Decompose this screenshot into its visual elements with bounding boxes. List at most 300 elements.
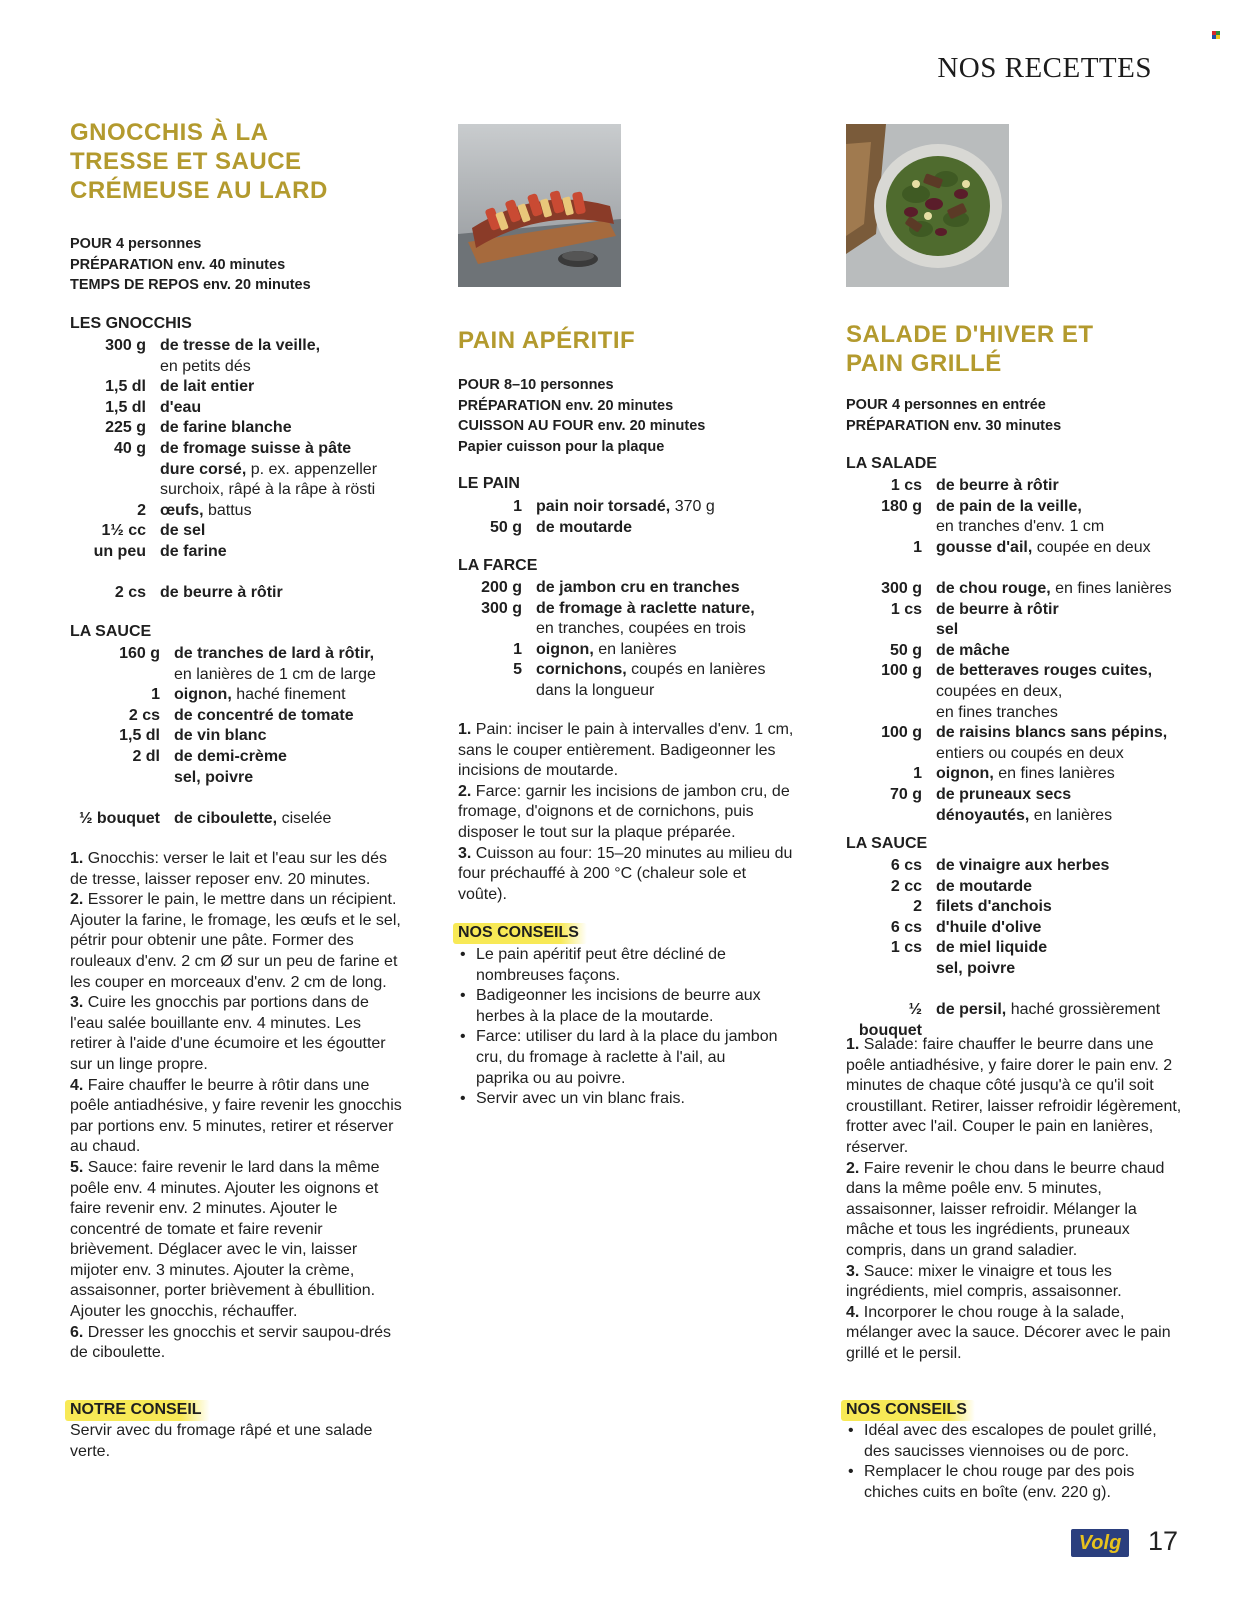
ingredient-qty: 50 g (889, 641, 922, 659)
ingredient-note: haché grossièrement (1006, 1001, 1161, 1019)
ingredient-qty: 1 (913, 765, 922, 783)
ingredient-qty (70, 480, 160, 501)
ingredient-row (70, 706, 410, 727)
ingredient-list-sauce (846, 856, 1196, 1041)
meta-label: PRÉPARATION (70, 256, 174, 273)
ingredient-name: de concentré de tomate (174, 706, 354, 724)
ingredient-qty: 2 cc (890, 877, 922, 895)
spacer (846, 558, 1196, 579)
meta-label: POUR (458, 377, 500, 393)
ingredient-desc (936, 959, 1196, 980)
ingredient-qty: 6 cs (890, 857, 922, 874)
meta-label: POUR (70, 236, 112, 252)
meta-line (846, 416, 1061, 437)
ingredient-row (458, 660, 803, 681)
tip-item (458, 945, 778, 986)
section-heading-sauce: LA SAUCE (70, 623, 152, 640)
step (70, 1323, 405, 1364)
meta-line (458, 396, 705, 417)
ingredient-qty: 1½ cc (101, 522, 146, 540)
ingredient-name: filets d'anchois (936, 898, 1052, 916)
bullet-icon: • (848, 1463, 854, 1481)
ingredient-name: de miel liquide (936, 939, 1048, 957)
ingredient-desc (936, 579, 1196, 600)
recipe-steps (70, 849, 405, 1364)
ingredient-row (458, 578, 803, 599)
ingredient-note: en lanières (1029, 806, 1113, 824)
ingredient-name: de demi-crème (174, 747, 287, 765)
ingredient-name: œufs, (160, 501, 204, 519)
ingredient-note: coupée en deux (1032, 538, 1151, 556)
meta-line (70, 275, 311, 296)
ingredient-name: de ciboulette, (174, 809, 278, 827)
ingredient-qty (458, 619, 536, 640)
ingredient-qty: 1 cs (890, 939, 922, 957)
tip-text: Badigeonner les incisions de beurre aux herbes à la place de la moutarde. (476, 987, 761, 1025)
section-title: NOS RECETTES (937, 52, 1152, 84)
ingredient-row (458, 619, 803, 640)
step-number: 4. (846, 1303, 860, 1321)
ingredient-name: oignon, (936, 765, 994, 783)
ingredient-qty (846, 703, 936, 724)
ingredient-desc (536, 599, 803, 620)
ingredient-row (846, 806, 1196, 827)
ingredient-note: 370 g (670, 498, 715, 515)
ingredient-name: de pain de la veille, (936, 497, 1082, 515)
ingredient-row (70, 336, 410, 357)
bullet-icon: • (460, 1028, 466, 1046)
ingredient-desc (536, 681, 803, 702)
ingredient-qty: 2 cs (128, 706, 160, 724)
ingredient-row (846, 877, 1196, 898)
ingredient-desc (536, 518, 803, 539)
ingredient-note: en petits dés (160, 357, 251, 375)
step-text: Farce: garnir les incisions de jambon cru, de fromage, d'oignons et de cornichons, puis disposer le tout sur la plaque préparée. (458, 782, 790, 841)
meta-value: env. 40 minutes (177, 256, 286, 273)
step-number: 6. (70, 1323, 84, 1341)
ingredient-name: de mâche (936, 641, 1010, 659)
ingredient-note: coupées en deux, (936, 682, 1063, 700)
ingredient-name: de betteraves rouges cuites, (936, 662, 1153, 680)
ingredient-desc (936, 641, 1196, 662)
spacer (846, 980, 1196, 1001)
ingredient-qty (846, 959, 936, 980)
meta-value: 8–10 personnes (503, 377, 614, 393)
step-number: 5. (70, 1158, 84, 1176)
ingredient-qty: 40 g (113, 439, 146, 457)
page-number: 17 (1148, 1526, 1179, 1556)
ingredient-qty: 2 (137, 501, 146, 519)
ingredient-desc (160, 521, 410, 542)
meta-value: 4 personnes en entrée (891, 397, 1046, 413)
step-number: 1. (458, 721, 472, 738)
ingredient-row (846, 856, 1196, 877)
step-text: Gnocchis: verser le lait et l'eau sur les dés de tresse, laisser reposer env. 20 minutes. (70, 850, 387, 888)
ingredient-qty (70, 460, 160, 481)
ingredient-desc (936, 856, 1196, 877)
ingredient-qty: 300 g (481, 599, 522, 617)
step (70, 890, 405, 993)
meta-line (70, 255, 311, 276)
ingredient-row (70, 418, 410, 439)
ingredient-list-sauce (70, 644, 410, 829)
ingredient-row (846, 641, 1196, 662)
ingredient-row (846, 918, 1196, 939)
ingredient-desc (174, 644, 410, 665)
volg-logo: Volg (1071, 1529, 1129, 1557)
ingredient-row (458, 518, 803, 539)
step (846, 1035, 1186, 1159)
ingredient-row (846, 723, 1196, 744)
ingredient-desc (936, 723, 1196, 744)
ingredient-qty: 5 (513, 661, 522, 679)
salad-photo (846, 124, 1009, 287)
meta-label: CUISSON AU FOUR (458, 418, 594, 435)
ingredient-desc (936, 620, 1196, 641)
ingredient-name: de pruneaux secs (936, 785, 1072, 803)
color-mark-icon (1212, 31, 1220, 39)
ingredient-qty (846, 806, 936, 827)
bullet-icon: • (460, 1090, 466, 1108)
step-number: 3. (846, 1262, 860, 1280)
ingredient-name: de farine blanche (160, 419, 292, 437)
step (70, 993, 405, 1075)
ingredient-row (70, 398, 410, 419)
tip-text: Farce: utiliser du lard à la place du jambon cru, du fromage à raclette à l'ail, au paprika ou au poivre. (476, 1028, 778, 1087)
ingredient-qty: 225 g (105, 419, 146, 437)
ingredient-desc (174, 768, 410, 789)
ingredient-note: surchoix, râpé à la râpe à rösti (160, 481, 376, 499)
ingredient-name: de fromage à raclette nature, (536, 599, 755, 617)
step-number: 1. (846, 1036, 860, 1053)
meta-value: env. 20 minutes (597, 418, 706, 435)
ingredient-name: sel (936, 621, 959, 639)
meta-line (458, 437, 705, 458)
recipe-title: SALADE D'HIVER ET PAIN GRILLÉ (846, 321, 1094, 377)
ingredient-qty: 1,5 dl (119, 727, 160, 745)
ingredient-desc (174, 726, 410, 747)
ingredient-desc (936, 703, 1196, 724)
ingredient-note: en fines lanières (993, 765, 1115, 783)
step-text: Cuisson au four: 15–20 minutes au milieu du four préchauffé à 200 °C (chaleur sole et voûte). (458, 844, 793, 903)
tips-list (846, 1421, 1186, 1503)
ingredient-desc (936, 682, 1196, 703)
recipe-title: PAIN APÉRITIF (458, 327, 636, 354)
ingredient-desc (936, 806, 1196, 827)
meta-value: env. 20 minutes (202, 277, 311, 294)
ingredient-note: entiers ou coupés en deux (936, 744, 1124, 762)
ingredient-name: de moutarde (936, 877, 1033, 895)
ingredient-desc (160, 583, 410, 604)
section-heading-gnocchis: LES GNOCCHIS (70, 315, 192, 332)
tip-item (846, 1421, 1186, 1462)
step-number: 2. (846, 1159, 860, 1177)
ingredient-desc (936, 476, 1196, 497)
section-heading-sauce: LA SAUCE (846, 835, 928, 852)
ingredient-name: de beurre à rôtir (160, 584, 283, 602)
ingredient-name: de tranches de lard à rôtir, (174, 645, 375, 662)
ingredient-desc (536, 619, 803, 640)
tip-text: Remplacer le chou rouge par des pois chiches cuits en boîte (env. 220 g). (864, 1463, 1135, 1501)
step-text: Essorer le pain, le mettre dans un récipient. Ajouter la farine, le fromage, les œufs et le sel, pétrir pour obtenir une pâte. Former des rouleaux d'env. 2 cm Ø sur un peu de farine et les couper en morceaux d'env. 2 cm de long. (70, 891, 401, 991)
ingredient-desc (536, 497, 803, 518)
meta-label: Papier cuisson pour la plaque (458, 438, 665, 455)
ingredient-list-bread (458, 497, 803, 538)
step (458, 844, 798, 906)
recipe-steps (846, 1035, 1186, 1365)
ingredient-qty: 1 (513, 498, 522, 515)
ingredient-desc (160, 460, 410, 481)
ingredient-qty (458, 681, 536, 702)
ingredient-qty: 1 cs (890, 600, 922, 618)
tip-item (846, 1462, 1186, 1503)
ingredient-desc (936, 877, 1196, 898)
ingredient-desc (936, 538, 1196, 559)
ingredient-desc (936, 661, 1196, 682)
ingredient-desc (936, 785, 1196, 806)
ingredient-name: de moutarde (536, 518, 633, 536)
ingredient-name: de vinaigre aux herbes (936, 857, 1110, 874)
ingredient-row (846, 661, 1196, 682)
ingredient-note: en tranches d'env. 1 cm (936, 518, 1105, 536)
ingredient-desc (174, 747, 410, 768)
ingredient-name: de beurre à rôtir (936, 600, 1059, 618)
ingredient-desc (160, 542, 410, 563)
ingredient-row (70, 357, 410, 378)
ingredient-desc (536, 660, 803, 681)
ingredient-row (70, 460, 410, 481)
ingredient-note: en fines lanières (1050, 579, 1172, 597)
ingredient-desc (160, 501, 410, 522)
meta-line (458, 375, 705, 396)
ingredient-row (458, 640, 803, 661)
ingredient-row (846, 744, 1196, 765)
ingredient-row (70, 501, 410, 522)
ingredient-desc (160, 398, 410, 419)
meta-value: env. 30 minutes (953, 417, 1062, 434)
ingredient-row (70, 809, 410, 830)
ingredient-qty: 180 g (881, 497, 922, 515)
tip-text: Idéal avec des escalopes de poulet grillé, des saucisses viennoises ou de porc. (864, 1422, 1157, 1460)
ingredient-qty: 100 g (881, 662, 922, 680)
ingredient-name: gousse d'ail, (936, 538, 1033, 556)
ingredient-desc (936, 497, 1196, 518)
section-heading-filling: LA FARCE (458, 557, 538, 574)
ingredient-name: dénoyautés, (936, 806, 1030, 824)
ingredient-row (70, 542, 410, 563)
tip-text: Servir avec du fromage râpé et une salade verte. (70, 1422, 373, 1460)
ingredient-name: de farine (160, 542, 227, 560)
ingredient-row (846, 600, 1196, 621)
step-number: 3. (70, 994, 84, 1012)
ingredient-name: cornichons, (536, 661, 627, 679)
ingredient-list-salad (846, 476, 1196, 826)
ingredient-name: sel, poivre (174, 768, 254, 786)
ingredient-name: de vin blanc (174, 727, 267, 745)
ingredient-name: oignon, (174, 686, 232, 704)
ingredient-qty: 1 (513, 640, 522, 658)
tip-item (458, 986, 778, 1027)
ingredient-note: ciselée (277, 809, 332, 827)
ingredient-note: en tranches, coupées en trois (536, 620, 746, 638)
ingredient-note: battus (203, 501, 252, 519)
ingredient-qty (70, 357, 160, 378)
meta-label: PRÉPARATION (846, 417, 950, 434)
bullet-icon: • (848, 1422, 854, 1439)
ingredient-qty: 100 g (881, 724, 922, 742)
ingredient-qty: 6 cs (890, 918, 922, 936)
ingredient-row (70, 768, 410, 789)
ingredient-row (846, 620, 1196, 641)
ingredient-row (458, 599, 803, 620)
bread-photo (458, 124, 621, 287)
ingredient-row (846, 497, 1196, 518)
recipe-title: GNOCCHIS À LA TRESSE ET SAUCE CRÉMEUSE AU LARD (70, 119, 328, 204)
tip-heading: NOTRE CONSEIL (65, 1400, 210, 1421)
ingredient-name: sel, poivre (936, 959, 1016, 977)
ingredient-desc (936, 938, 1196, 959)
ingredient-desc (174, 665, 410, 686)
ingredient-qty: 2 (913, 898, 922, 916)
ingredient-qty: 2 cs (114, 584, 146, 602)
ingredient-row (70, 439, 410, 460)
tips-bullets (846, 1421, 1186, 1503)
ingredient-row (70, 726, 410, 747)
ingredient-qty (846, 620, 936, 641)
ingredient-qty: 70 g (889, 785, 922, 803)
tip-item (458, 1089, 778, 1110)
tips-list (458, 945, 778, 1110)
step-text: Cuire les gnocchis par portions dans de l'eau salée bouillante env. 4 minutes. Les retirer à l'aide d'une écumoire et les égoutter sur un linge propre. (70, 994, 386, 1073)
ingredient-row (70, 377, 410, 398)
ingredient-qty (846, 682, 936, 703)
section-heading-bread: LE PAIN (458, 475, 520, 492)
ingredient-qty: 1 (151, 686, 160, 704)
meta-line (458, 416, 705, 437)
ingredient-desc (936, 897, 1196, 918)
step-text: Sauce: mixer le vinaigre et tous les ingrédients, miel compris, assaisonner. (846, 1262, 1122, 1301)
step-text: Pain: inciser le pain à intervalles d'env. 1 cm, sans le couper entièrement. Badigeonner les incisions de moutarde. (458, 721, 794, 780)
tip-item (458, 1027, 778, 1089)
ingredient-desc (160, 377, 410, 398)
ingredient-list-gnocchis (70, 336, 410, 604)
ingredient-desc (536, 578, 803, 599)
recipe-steps (458, 720, 798, 905)
ingredient-qty: 1,5 dl (105, 398, 146, 416)
ingredient-qty: 300 g (105, 337, 146, 354)
ingredient-qty (70, 665, 174, 686)
step-number: 1. (70, 850, 84, 867)
step-text: Faire revenir le chou dans le beurre chaud dans la même poêle env. 5 minutes, assaisonner, laisser refroidir. Mélanger la mâche et tous les ingrédients, pruneaux compris, dans un grand saladier. (846, 1159, 1165, 1259)
meta-label: POUR (846, 397, 888, 413)
ingredient-note: en lanières (593, 640, 677, 658)
ingredient-desc (936, 744, 1196, 765)
ingredient-name: d'huile d'olive (936, 918, 1042, 936)
ingredient-desc (174, 706, 410, 727)
recipe-meta (70, 234, 311, 296)
ingredient-row (846, 959, 1196, 980)
step-text: Salade: faire chauffer le beurre dans une poêle antiadhésive, y faire dorer le pain env. 2 minutes de chaque côté jusqu'à ce qu'il soit croustillant. Retirer, laisser refroidir légèrement, frotter avec l'ail. Couper le pain en lanières, réserver. (846, 1036, 1182, 1156)
step (70, 849, 405, 890)
step (458, 720, 798, 782)
ingredient-qty: 200 g (481, 579, 522, 596)
meta-value: 4 personnes (115, 236, 202, 252)
ingredient-row (846, 764, 1196, 785)
spacer (70, 788, 410, 809)
ingredient-qty (70, 768, 174, 789)
ingredient-desc (936, 517, 1196, 538)
ingredient-row (70, 480, 410, 501)
ingredient-desc (936, 918, 1196, 939)
ingredient-name: de jambon cru en tranches (536, 579, 740, 596)
step-text: Incorporer le chou rouge à la salade, mélanger avec la sauce. Décorer avec le pain grillé et le persil. (846, 1303, 1171, 1362)
step-number: 3. (458, 844, 472, 862)
ingredient-row (70, 583, 410, 604)
ingredient-name: de beurre à rôtir (936, 477, 1059, 494)
ingredient-row (70, 665, 410, 686)
ingredient-qty: 160 g (119, 645, 160, 662)
ingredient-name: de sel (160, 522, 206, 540)
bullet-icon: • (460, 987, 466, 1005)
recipe-meta (846, 395, 1061, 436)
ingredient-qty: 1,5 dl (105, 378, 146, 396)
step-number: 4. (70, 1076, 84, 1094)
step-text: Sauce: faire revenir le lard dans la même poêle env. 4 minutes. Ajouter les oignons et faire revenir env. 2 minutes. Ajouter le concentré de tomate et faire revenir brièvement. Déglacer avec le vin, laisser mijoter env. 3 minutes. Ajouter la crème, assaisonner, porter brièvement à ébullition. Ajouter les gnocchis, réchauffer. (70, 1158, 380, 1321)
ingredient-note: p. ex. appenzeller (246, 460, 378, 478)
step-text: Dresser les gnocchis et servir saupou-drés de ciboulette. (70, 1323, 392, 1362)
ingredient-name: de tresse de la veille, (160, 337, 321, 354)
step (70, 1158, 405, 1323)
ingredient-desc (160, 336, 410, 357)
ingredient-name: de fromage suisse à pâte (160, 439, 352, 457)
ingredient-row (846, 538, 1196, 559)
ingredient-name: d'eau (160, 398, 202, 416)
ingredient-row (70, 747, 410, 768)
step (846, 1262, 1186, 1303)
ingredient-row (458, 681, 803, 702)
ingredient-row (70, 685, 410, 706)
ingredient-qty (846, 517, 936, 538)
ingredient-row (846, 703, 1196, 724)
ingredient-desc (936, 764, 1196, 785)
ingredient-name: de lait entier (160, 378, 255, 396)
ingredient-desc (160, 418, 410, 439)
ingredient-note: en fines tranches (936, 703, 1058, 721)
ingredient-name: dure corsé, (160, 460, 247, 478)
meta-label: PRÉPARATION (458, 397, 562, 414)
ingredient-row (846, 517, 1196, 538)
tips-heading: NOS CONSEILS (841, 1400, 975, 1421)
step-number: 2. (70, 891, 84, 909)
ingredient-name: oignon, (536, 640, 594, 658)
ingredient-desc (160, 480, 410, 501)
ingredient-qty: 300 g (881, 579, 922, 597)
ingredient-desc (174, 685, 410, 706)
ingredient-row (846, 938, 1196, 959)
ingredient-qty (846, 744, 936, 765)
ingredient-qty: 50 g (489, 518, 522, 536)
recipe-meta (458, 375, 705, 457)
ingredient-name: de raisins blancs sans pépins, (936, 724, 1168, 742)
ingredient-note: en lanières de 1 cm de large (174, 665, 376, 683)
step (458, 782, 798, 844)
bullet-icon: • (460, 946, 466, 963)
ingredient-name: de persil, (936, 1001, 1007, 1019)
meta-value: env. 20 minutes (565, 397, 674, 414)
ingredient-note: haché finement (231, 686, 346, 704)
step (70, 1076, 405, 1158)
ingredient-qty: 1 cs (890, 477, 922, 494)
